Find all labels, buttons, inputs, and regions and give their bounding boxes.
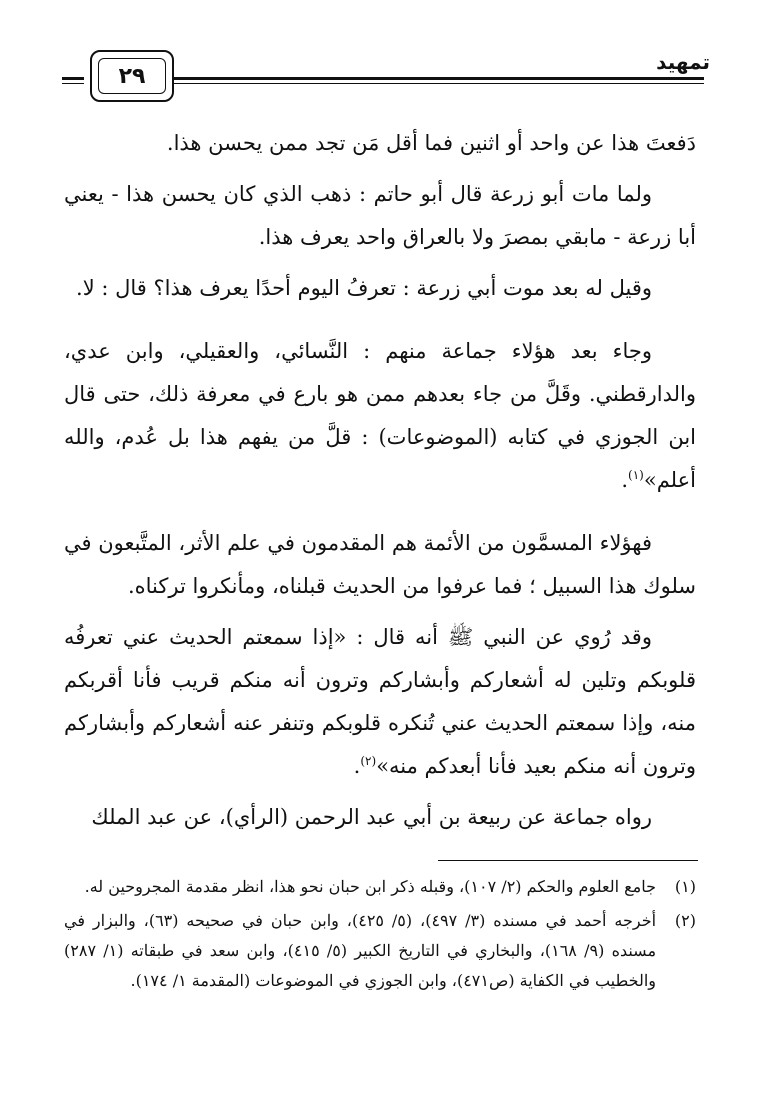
page-number-frame: [90, 50, 174, 102]
paragraph-3: وقيل له بعد موت أبي زرعة : تعرفُ اليوم أحدًا يعرف هذا؟ قال : لا.: [76, 276, 652, 300]
header-rule-left-thin: [62, 83, 84, 84]
header-rule-thick: [150, 77, 704, 80]
footnote-1: [64, 872, 696, 902]
footnote-text: أخرجه أحمد في مسنده (٣/ ٤٩٧)، (٥/ ٤٢٥)، وابن حبان في صحيحه (٦٣)، والبزار في مسنده (٩/ ١٦٨)، والبخاري في التاريخ الكبير (٥/ ٤١٥)، وابن سعد في طبقاته (١/ ٢٨٧) والخطيب في الكفاية (ص٤٧١)، وابن الجوزي في الموضوعات (المقدمة ١/ ١٧٤).: [64, 911, 657, 990]
footnotes: [64, 872, 696, 1000]
paragraph-1: دَفعتَ هذا عن واحد أو اثنين فما أقل مَن تجد ممن يحسن هذا.: [166, 131, 696, 155]
paragraph-4-end: .: [621, 468, 629, 492]
page-header: [62, 44, 710, 106]
paragraph-4-text: وجاء بعد هؤلاء جماعة منهم : النَّسائي، والعقيلي، وابن عدي، والدارقطني. وقَلَّ من جاء بعدهم ممن هو بارع في معرفة ذلك، حتى قال ابن الجوزي في كتابه (الموضوعات) : قلَّ من يفهم هذا بل عُدم، والله أعلم»: [64, 339, 696, 492]
footnote-2: [64, 906, 696, 996]
footnote-ref-2: (٢): [360, 754, 377, 768]
footnote-number: (٢): [674, 911, 696, 930]
paragraph-6-text: وقد رُوي عن النبي ﷺ أنه قال : «إذا سمعتم الحديث عني تعرفُه قلوبكم وتلين له أشعاركم وأبشاركم وترون أنه منكم قريب فأنا أقربكم منه، وإذا سمعتم الحديث عني تُنكره قلوبكم وتنفر عنه أشعاركم وأبشاركم وترون أنه منكم بعيد فأنا أبعدكم منه»: [64, 625, 696, 778]
page-number: ٢٩: [98, 58, 166, 94]
section-title: تمهيد: [656, 50, 710, 74]
paragraph-5: فهؤلاء المسمَّون من الأئمة هم المقدمون في علم الأثر، المتَّبعون في سلوك هذا السبيل ؛ فما عرفوا من الحديث قبلناه، ومأنكروا تركناه.: [64, 531, 696, 598]
header-rule-left-thick: [62, 77, 84, 80]
paragraph-7: رواه جماعة عن ربيعة بن أبي عبد الرحمن (الرأي)، عن عبد الملك: [91, 805, 652, 829]
header-rule-thin: [150, 83, 704, 84]
paragraph-6-end: .: [353, 754, 361, 778]
paragraph-4: [64, 330, 696, 502]
paragraph-6: [64, 616, 696, 788]
footnote-number: (١): [674, 877, 696, 896]
footnote-ref-1: (١): [628, 468, 644, 482]
footnote-text: جامع العلوم والحكم (٢/ ١٠٧)، وقبله ذكر ابن حبان نحو هذا، انظر مقدمة المجروحين له.: [84, 877, 656, 896]
footnote-separator: [438, 860, 698, 861]
body-text: [64, 122, 696, 839]
paragraph-2: ولما مات أبو زرعة قال أبو حاتم : ذهب الذي كان يحسن هذا - يعني أبا زرعة - مابقي بمصرَ ولا بالعراق واحد يعرف هذا.: [64, 182, 696, 249]
